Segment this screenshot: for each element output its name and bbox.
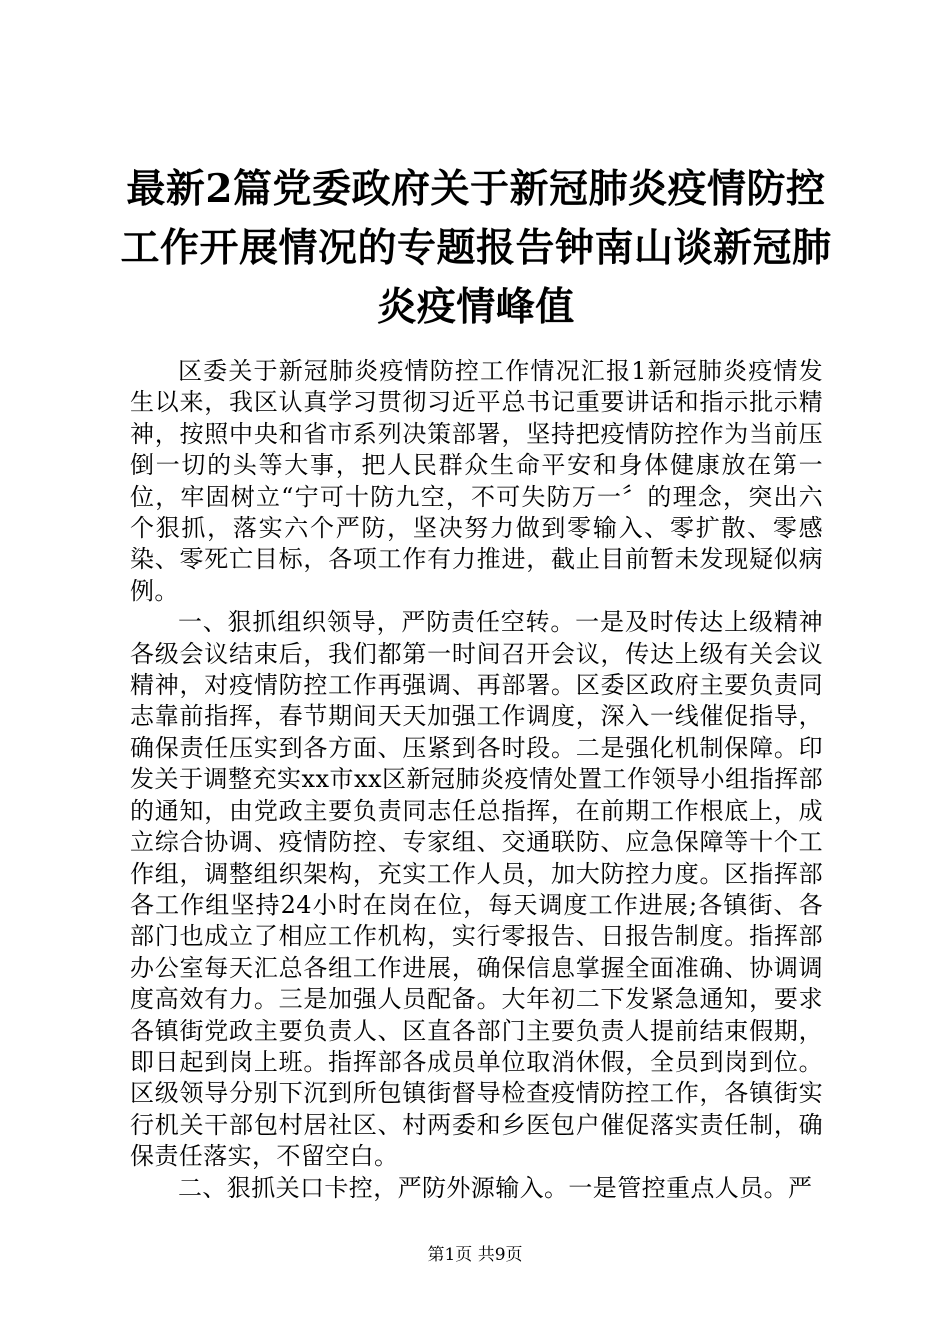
paragraph-intro: 区委关于新冠肺炎疫情防控工作情况汇报1新冠肺炎疫情发生以来，我区认真学习贯彻习近平总书记重要讲话和指示批示精神，按照中央和省市系列决策部署，坚持把疫情防控作为当前压倒一切的头等大事，把人民群众生命平安和身体健康放在第一位，牢固树立“宁可十防九空，不可失防万一〞的理念，突出六个狠抓，落实六个严防，坚决努力做到零输入、零扩散、零感染、零死亡目标，各项工作有力推进，截止目前暂未发现疑似病例。	[130, 357, 823, 605]
page-footer: 第1页 共9页	[427, 1245, 523, 1265]
document-title: 最新2篇党委政府关于新冠肺炎疫情防控工作开展情况的专题报告钟南山谈新冠肺炎疫情峰值	[120, 166, 832, 330]
document-body	[130, 356, 823, 1204]
paragraph-section-one: 一、狠抓组织领导，严防责任空转。一是及时传达上级精神各级会议结束后，我们都第一时间召开会议，传达上级有关会议精神，对疫情防控工作再强调、再部署。区委区政府主要负责同志靠前指挥，春节期间天天加强工作调度，深入一线催促指导，确保责任压实到各方面、压紧到各时段。二是强化机制保障。印发关于调整充实xx市xx区新冠肺炎疫情处置工作领导小组指挥部的通知，由党政主要负责同志任总指挥，在前期工作根底上，成立综合协调、疫情防控、专家组、交通联防、应急保障等十个工作组，调整组织架构，充实工作人员，加大防控力度。区指挥部各工作组坚持24小时在岗在位，每天调度工作进展;各镇街、各部门也成立了相应工作机构，实行零报告、日报告制度。指挥部办公室每天汇总各组工作进展，确保信息掌握全面准确、协调调度高效有力。三是加强人员配备。大年初二下发紧急通知，要求各镇街党政主要负责人、区直各部门主要负责人提前结束假期，即日起到岗上班。指挥部各成员单位取消休假，全员到岗到位。区级领导分别下沉到所包镇街督导检查疫情防控工作，各镇街实行机关干部包村居社区、村两委和乡医包户催促落实责任制，确保责任落实，不留空白。	[130, 608, 823, 1171]
paragraph-section-two: 二、狠抓关口卡控，严防外源输入。一是管控重点人员。严	[178, 1173, 813, 1202]
